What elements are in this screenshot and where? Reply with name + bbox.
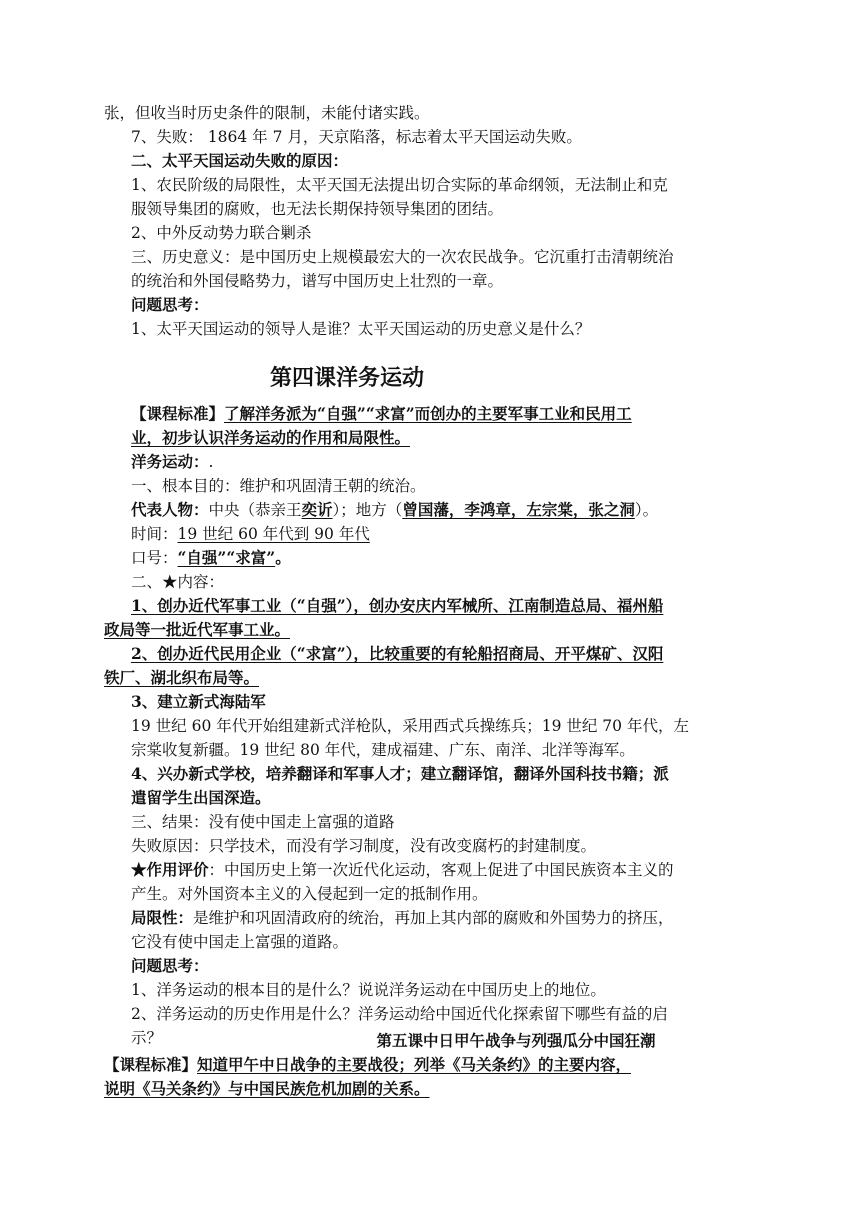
text-line: 三、结果：没有使中国走上富强的道路 [131, 813, 395, 831]
text-line [131, 498, 791, 522]
value: “自强”“求富” [177, 548, 276, 567]
standard-tag: 【课程标准】 [131, 404, 225, 423]
text-line: 铁厂、湖北织布局等。 [104, 668, 260, 687]
name: 奕䜣 [301, 500, 333, 519]
text-line: 2、洋务运动的历史作用是什么？洋务运动给中国近代化探索留下哪些有益的启 [131, 1005, 668, 1023]
text: 中央（恭亲王 [208, 501, 302, 519]
text-line: 2、创办近代民用企业（“求富”），比较重要的有轮船招商局、开平煤矿、汉阳 [131, 644, 664, 663]
standard-text: 知道甲午中日战争的主要战役；列举《马关条约》的主要内容， [197, 1055, 632, 1074]
text-line: 产生。对外国资本主义的入侵起到一定的抵制作用。 [131, 885, 488, 903]
text: ：中国历史上第一次近代化运动，客观上促进了中国民族资本主义的 [208, 861, 674, 879]
text-line: 一、根本目的：维护和巩固清王朝的统治。 [131, 477, 426, 495]
text: 是维护和巩固清政府的统治，再加上其内部的腐败和外国势力的挤压， [193, 909, 674, 927]
course-standard-line: 业，初步认识洋务运动的作用和局限性。 [131, 428, 411, 447]
text-line: 的统治和外国侵略势力，谱写中国历史上壮烈的一章。 [131, 272, 504, 290]
text: . [208, 453, 214, 471]
standard-tag: 【课程标准】 [104, 1055, 198, 1074]
text-line: 政局等一批近代军事工业。 [104, 620, 291, 639]
text-line: 3、建立新式海陆军 [131, 692, 266, 711]
text-line: 1、太平天国运动的领导人是谁？太平天国运动的历史意义是什么？ [131, 320, 591, 338]
lesson4-title: 第四课洋务运动 [270, 366, 425, 391]
text-line [131, 906, 791, 930]
text-line: 2、中外反动势力联合剿杀 [131, 224, 312, 242]
section-heading: 二、太平天国运动失败的原因： [131, 151, 349, 170]
question-heading: 问题思考： [131, 956, 209, 975]
text-line [131, 858, 791, 882]
text-line: 19 世纪 60 年代开始组建新式洋枪队，采用西式兵操练兵；19 世纪 70 年代，左 [131, 717, 689, 735]
question-heading: 问题思考： [131, 295, 209, 314]
text-line: 失败原因：只学技术，而没有学习制度，没有改变腐朽的封建制度。 [131, 837, 597, 855]
text-line [131, 546, 791, 570]
text-line: 宗棠收复新疆。19 世纪 80 年代，建成福建、广东、南洋、北洋等海军。 [131, 741, 635, 759]
text: ）。 [634, 501, 659, 519]
standard-text: 了解洋务派为“自强”“求富”而创办的主要军事工业和民用工 [224, 404, 632, 423]
lesson5-title: 第五课中日甲午战争与列强瓜分中国狂潮 [376, 1032, 656, 1050]
text-line: 示？ [131, 1029, 163, 1047]
text-line: 张，但收当时历史条件的限制，未能付诸实践。 [104, 104, 430, 122]
text-line: 服领导集团的腐败，也无法长期保持领导集团的团结。 [131, 200, 504, 218]
names: 曾国藩，李鸿章，左宗棠，张之洞 [402, 500, 635, 519]
text-line [131, 450, 791, 474]
label: ★作用评价 [131, 860, 209, 879]
text-line: 三、历史意义：是中国历史上规模最宏大的一次农民战争。它沉重打击清朝统治 [131, 248, 674, 266]
label: 口号： [131, 549, 178, 567]
text-line: 它没有使中国走上富强的道路。 [131, 933, 349, 951]
label: 局限性： [131, 908, 194, 927]
label: 代表人物： [131, 500, 209, 519]
text-line: 7、失败： 1864 年 7 月，天京陷落，标志着太平天国运动失败。 [131, 128, 582, 146]
course-standard-line: 说明《马关条约》与中国民族危机加剧的关系。 [104, 1079, 430, 1098]
label: 洋务运动： [131, 452, 209, 471]
label: 时间： [131, 525, 178, 543]
text: 。 [275, 548, 291, 567]
text-line: 4、兴办新式学校，培养翻译和军事人才；建立翻译馆，翻译外国科技书籍；派 [131, 764, 669, 783]
text-line: 1、洋务运动的根本目的是什么？说说洋务运动在中国历史上的地位。 [131, 981, 606, 999]
course-standard-line [131, 402, 791, 426]
text-line [131, 522, 791, 546]
section-heading: 二、★内容： [131, 573, 225, 591]
value: 19 世纪 60 年代到 90 年代 [177, 525, 370, 543]
course-standard-line [104, 1053, 764, 1077]
text-line: 遣留学生出国深造。 [131, 788, 271, 807]
text: ）；地方（ [332, 501, 403, 519]
text-line: 1、创办近代军事工业（“自强”），创办安庆内军械所、江南制造总局、福州船 [131, 596, 664, 615]
text-line: 1、农民阶级的局限性，太平天国无法提出切合实际的革命纲领，无法制止和克 [131, 176, 668, 194]
